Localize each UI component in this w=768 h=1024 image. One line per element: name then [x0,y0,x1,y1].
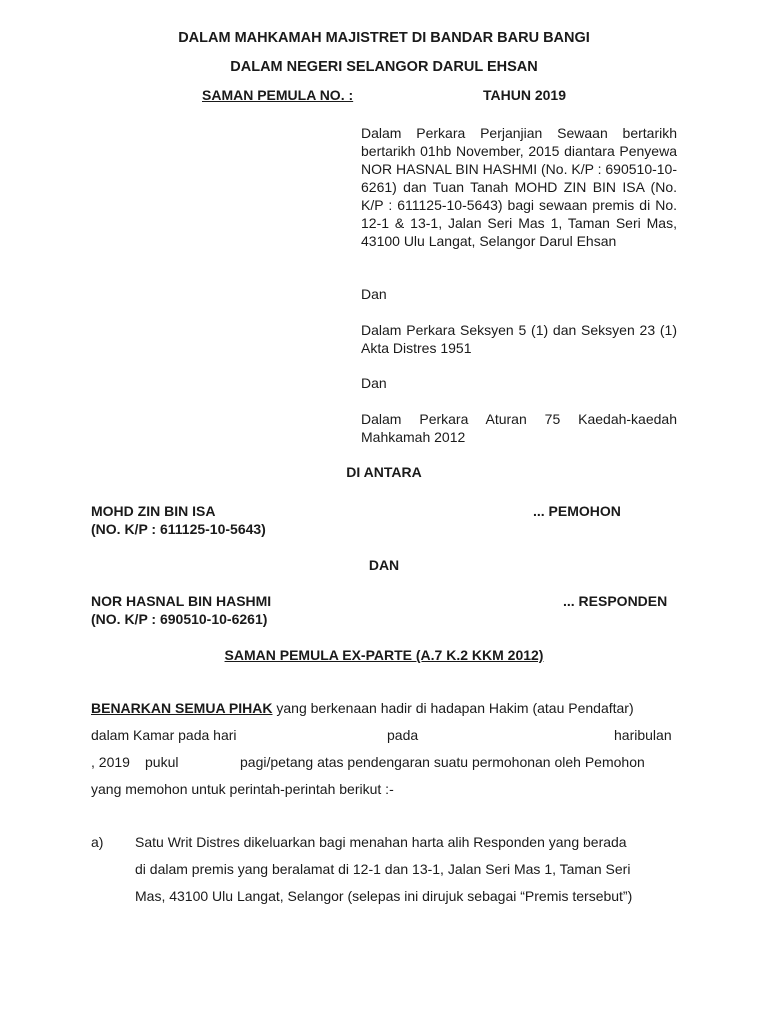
and-heading: DAN [368,557,400,573]
matter-distress-act: Dalam Perkara Seksyen 5 (1) dan Seksyen 23 (1) Akta Distres 1951 [361,322,677,356]
body-line-2-part-b: pada [387,727,419,743]
item-a-line-2: di dalam premis yang beralamat di 12-1 dan 13-1, Jalan Seri Mas 1, Taman Seri [135,861,631,877]
summons-title: SAMAN PEMULA EX-PARTE (A.7 K.2 KKM 2012) [224,647,544,663]
body-line-3-part-c: pagi/petang atas pendengaran suatu permohonan oleh Pemohon [240,754,645,770]
body-line-3-part-b: pukul [145,754,179,770]
matter-conjunction-2: Dan [361,375,387,391]
summons-number-label: SAMAN PEMULA NO. : [202,87,354,103]
summons-year: TAHUN 2019 [483,87,566,103]
matter-tenancy-agreement: Dalam Perkara Perjanjian Sewaan bertarikh bertarikh 01hb November, 2015 diantara Penyewa NOR HASNAL BIN HASHMI (No. K/P : 690510-10-6261) dan Tuan Tanah MOHD ZIN BIN ISA (No. K/P : 611125-10-5643) bagi sewaan premis di No. 12-1 & 13-1, Jalan Seri Mas 1, Taman Seri Mas, 43100 Ulu Langat, Selangor Darul Ehsan [361,125,677,249]
court-heading: DALAM MAHKAMAH MAJISTRET DI BANDAR BARU BANGI [178,30,590,46]
respondent-ic: (NO. K/P : 690510-10-6261) [91,611,268,627]
state-heading: DALAM NEGERI SELANGOR DARUL EHSAN [230,59,538,75]
body-line-1-text: yang berkenaan hadir di hadapan Hakim (atau Pendaftar) [276,700,634,716]
body-line-2-part-a: dalam Kamar pada hari [91,727,237,743]
body-line-2-part-c: haribulan [614,727,672,743]
applicant-role: ... PEMOHON [533,503,621,519]
matter-court-rules: Dalam Perkara Aturan 75 Kaedah-kaedah Mahkamah 2012 [361,411,677,445]
respondent-role: ... RESPONDEN [563,593,668,609]
applicant-ic: (NO. K/P : 611125-10-5643) [91,521,266,537]
item-a-line-1: Satu Writ Distres dikeluarkan bagi menahan harta alih Responden yang berada [135,834,627,850]
applicant-name: MOHD ZIN BIN ISA [91,503,216,519]
body-lead: BENARKAN SEMUA PIHAK [91,700,273,716]
matter-conjunction-1: Dan [361,286,387,302]
between-heading: DI ANTARA [346,464,422,480]
body-line-4: yang memohon untuk perintah-perintah berikut :- [91,781,394,797]
body-line-1 [91,700,634,716]
item-a-label: a) [91,834,104,850]
item-a-line-3: Mas, 43100 Ulu Langat, Selangor (selepas ini dirujuk sebagai “Premis tersebut”) [135,888,633,904]
summons-number-line [202,87,566,103]
respondent-name: NOR HASNAL BIN HASHMI [91,593,272,609]
body-line-3-part-a: , 2019 [91,754,130,770]
